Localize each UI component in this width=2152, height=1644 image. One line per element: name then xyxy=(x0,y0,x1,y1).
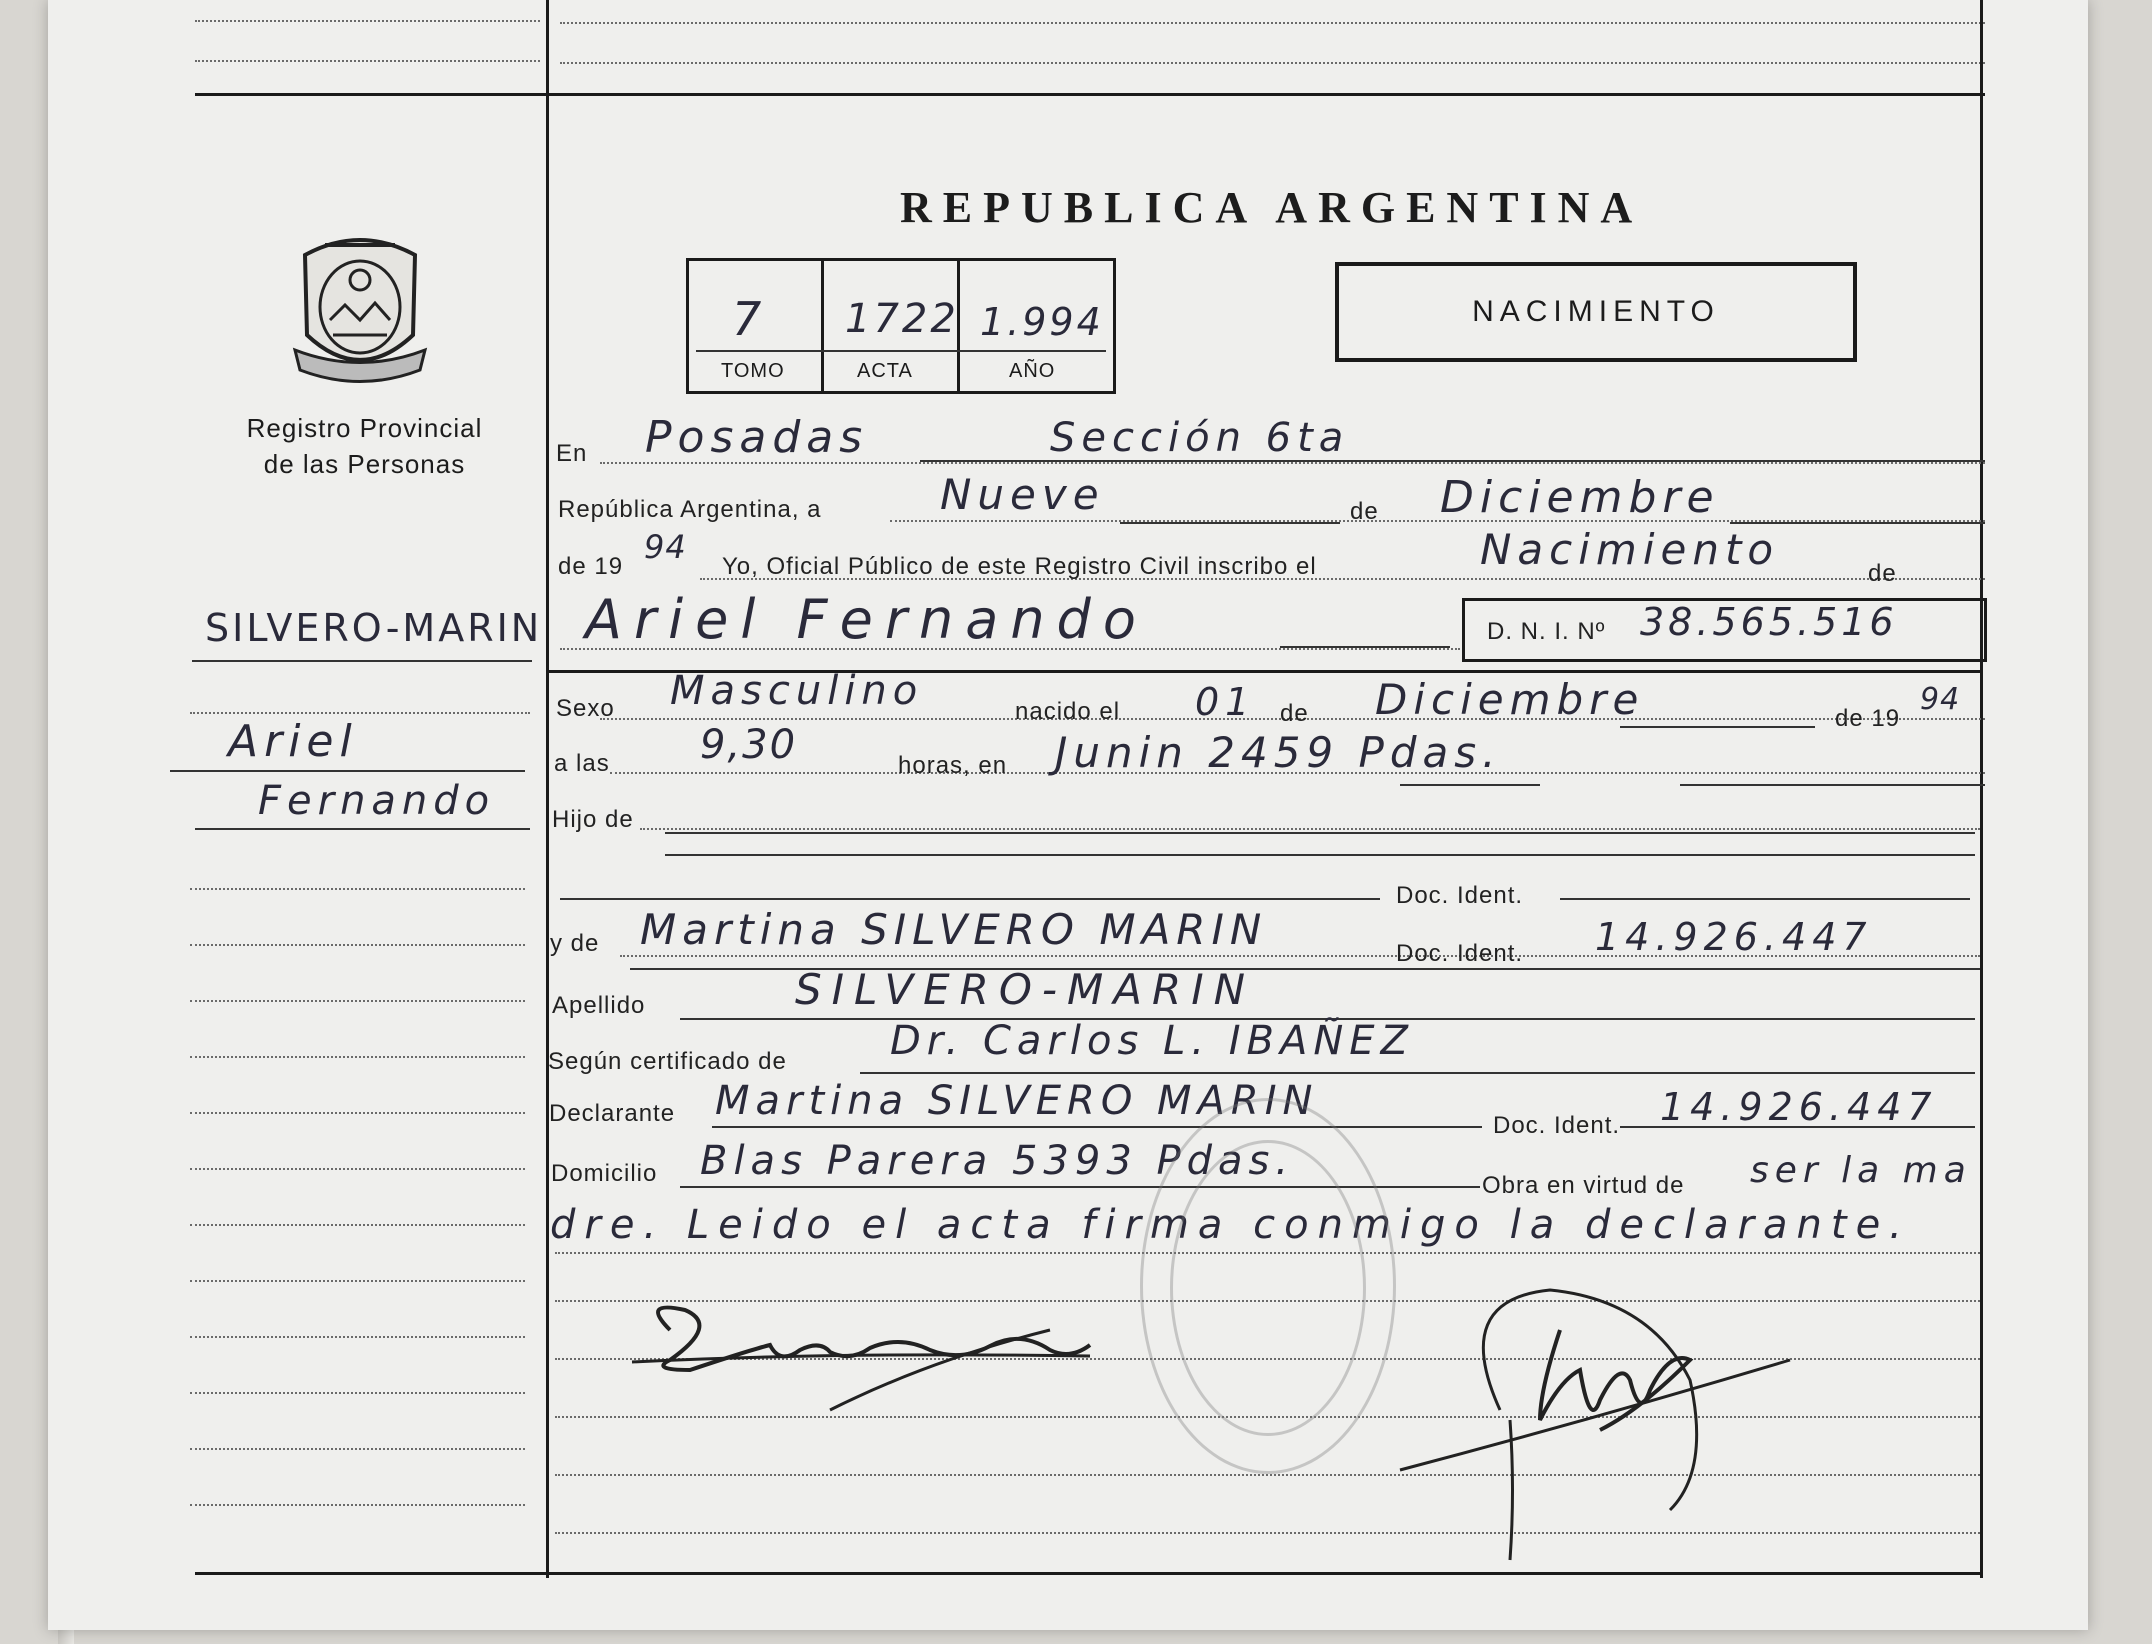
declarante-doc-label: Doc. Ident. xyxy=(1493,1112,1621,1139)
field-underline xyxy=(1120,522,1340,524)
bottom-rule xyxy=(195,1572,1983,1575)
month-value: Diciembre xyxy=(1440,472,1720,523)
margin-underline xyxy=(195,828,530,830)
field-underline xyxy=(860,1072,1975,1074)
dotted-line xyxy=(560,62,1985,64)
margin-dotted-line xyxy=(195,60,540,62)
mother-doc-label: Doc. Ident. xyxy=(1396,940,1524,967)
child-name: Ariel Fernando xyxy=(585,588,1148,651)
ano-label: AÑO xyxy=(1009,360,1056,382)
field-underline xyxy=(1560,898,1970,900)
y-de-label: y de xyxy=(550,930,600,957)
day-value: Nueve xyxy=(940,470,1105,519)
field-underline xyxy=(1280,646,1450,648)
registry-underline xyxy=(696,350,1106,352)
column-divider xyxy=(546,0,549,1578)
margin-dotted-line xyxy=(190,712,530,714)
obra-value: ser la ma xyxy=(1750,1150,1972,1191)
margin-dotted-line xyxy=(190,1280,525,1282)
segun-label: Según certificado de xyxy=(548,1048,787,1075)
margin-dotted-line xyxy=(190,1112,525,1114)
declarante-label: Declarante xyxy=(549,1100,676,1127)
mother-name: Martina SILVERO MARIN xyxy=(640,905,1268,954)
provincia-misiones-seal-icon xyxy=(285,225,435,390)
official-seal-inner xyxy=(1170,1140,1366,1436)
de-label-2: de xyxy=(1868,560,1897,587)
registry-office xyxy=(232,410,497,482)
continuation-text: dre. Leido el acta firma conmigo la declarante. xyxy=(550,1202,1911,1248)
margin-dotted-line xyxy=(190,1056,525,1058)
de-label-1: de xyxy=(1350,498,1379,525)
dotted-line xyxy=(640,828,1980,830)
doctor: Dr. Carlos L. IBAÑEZ xyxy=(890,1018,1414,1064)
tomo-value: 7 xyxy=(732,292,768,346)
margin-dotted-line xyxy=(190,1224,525,1226)
domicilio-value: Blas Parera 5393 Pdas. xyxy=(700,1138,1295,1184)
margin-dotted-line xyxy=(190,1448,525,1450)
year-prefix: de 19 xyxy=(558,553,624,580)
hijo-label: Hijo de xyxy=(552,806,634,833)
act-type: Nacimiento xyxy=(1480,525,1780,574)
dni-value: 38.565.516 xyxy=(1640,600,1898,644)
field-underline xyxy=(1730,522,1985,524)
birth-day: 01 xyxy=(1195,680,1256,724)
office-line-2: de las Personas xyxy=(263,449,466,479)
margin-dotted-line xyxy=(190,944,525,946)
margin-dotted-line xyxy=(190,888,525,890)
field-underline xyxy=(665,854,1975,856)
acta-label: ACTA xyxy=(857,360,913,382)
margin-given-name-1: Ariel xyxy=(228,716,358,767)
nacido-label: nacido el xyxy=(1015,698,1121,725)
field-underline xyxy=(1680,784,1985,786)
ano-value: 1.994 xyxy=(980,300,1104,344)
year-suffix: 94 xyxy=(644,528,687,566)
republica-label: República Argentina, a xyxy=(558,496,822,523)
registry-divider xyxy=(821,258,824,394)
yo-text: Yo, Oficial Público de este Registro Civil inscribo el xyxy=(722,553,1317,580)
field-underline xyxy=(1620,726,1815,728)
dni-label: D. N. I. Nº xyxy=(1487,618,1606,645)
field-underline xyxy=(1400,784,1540,786)
apellido-label: Apellido xyxy=(552,992,646,1019)
mother-doc: 14.926.447 xyxy=(1595,915,1873,959)
right-border xyxy=(1980,0,1983,1578)
declarante-doc: 14.926.447 xyxy=(1660,1085,1938,1129)
margin-dotted-line xyxy=(190,1392,525,1394)
margin-underline xyxy=(170,770,525,772)
birth-month: Diciembre xyxy=(1375,675,1645,724)
time-value: 9,30 xyxy=(700,722,798,768)
obra-label: Obra en virtud de xyxy=(1482,1172,1685,1199)
domicilio-label: Domicilio xyxy=(551,1160,658,1187)
de-label-3: de xyxy=(1280,700,1309,727)
place-value: Posadas xyxy=(645,412,869,463)
margin-dotted-line xyxy=(190,1000,525,1002)
section-value: Sección 6ta xyxy=(1050,415,1350,461)
field-underline xyxy=(560,898,1380,900)
sexo-label: Sexo xyxy=(556,695,615,722)
a-las-label: a las xyxy=(554,750,610,777)
apellido-value: SILVERO-MARIN xyxy=(795,965,1256,1014)
tomo-label: TOMO xyxy=(721,360,785,382)
horas-label: horas, en xyxy=(898,752,1008,779)
record-type: NACIMIENTO xyxy=(1472,295,1720,328)
dotted-line xyxy=(560,22,1985,24)
top-rule xyxy=(195,93,1985,96)
official-signature xyxy=(1390,1270,1820,1570)
field-underline xyxy=(712,1126,1482,1128)
margin-dotted-line xyxy=(190,1336,525,1338)
sexo-value: Masculino xyxy=(670,668,924,714)
birth-year-suffix: 94 xyxy=(1920,682,1961,717)
country-title: REPUBLICA ARGENTINA xyxy=(900,183,1644,232)
margin-surname: SILVERO-MARIN xyxy=(205,606,543,650)
field-underline xyxy=(665,832,1975,834)
margin-underline xyxy=(192,660,532,662)
margin-dotted-line xyxy=(195,20,540,22)
birth-place: Junin 2459 Pdas. xyxy=(1055,728,1502,777)
declarant-signature xyxy=(630,1290,1110,1420)
en-label: En xyxy=(556,440,588,467)
office-line-1: Registro Provincial xyxy=(246,413,483,443)
acta-value: 1722 xyxy=(845,296,959,342)
father-doc-label: Doc. Ident. xyxy=(1396,882,1524,909)
margin-given-name-2: Fernando xyxy=(258,778,496,824)
margin-dotted-line xyxy=(190,1168,525,1170)
birth-year-prefix: de 19 xyxy=(1835,705,1901,732)
declarante-value: Martina SILVERO MARIN xyxy=(715,1078,1319,1124)
margin-dotted-line xyxy=(190,1504,525,1506)
